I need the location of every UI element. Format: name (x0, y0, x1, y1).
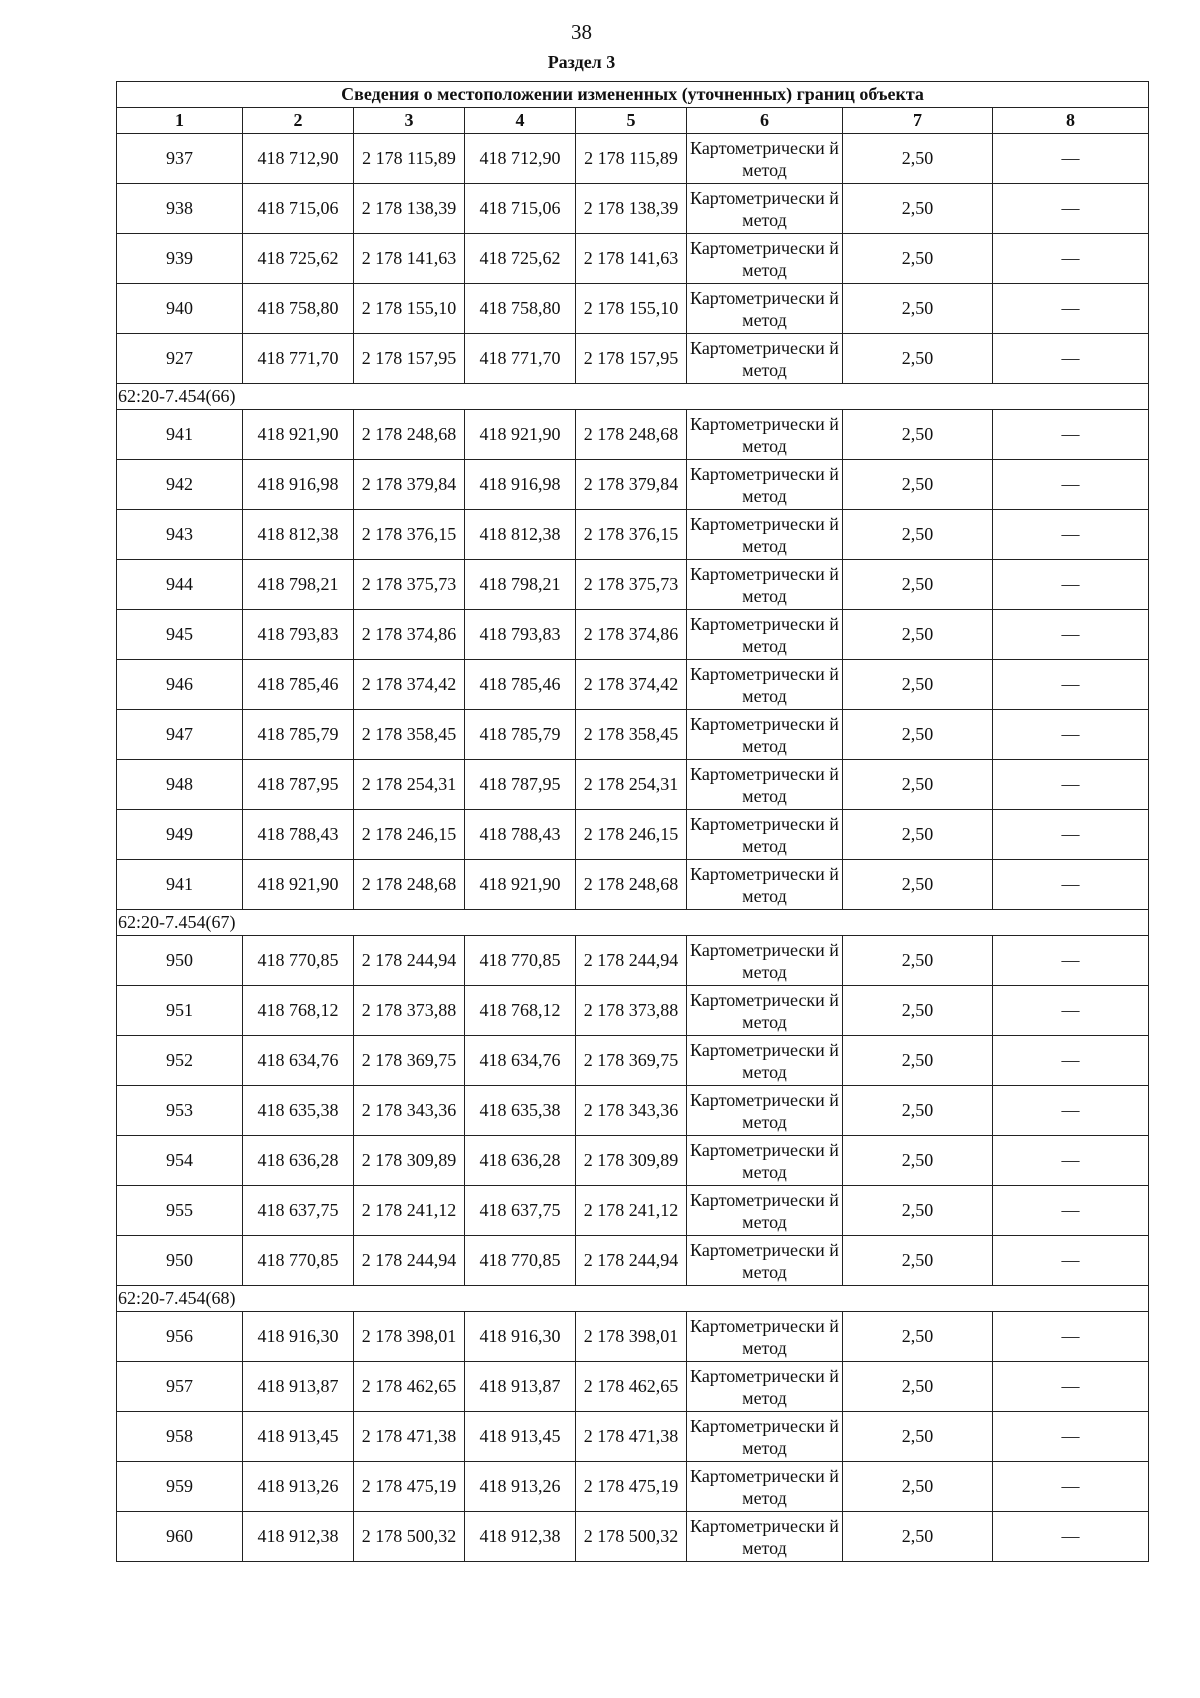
table-row (117, 1462, 1149, 1512)
column-number: 1 (117, 108, 243, 134)
dash-mark: — (1061, 1100, 1080, 1120)
note-cell (993, 710, 1149, 760)
method-cell: Картометрически й метод (687, 134, 843, 184)
x-new-cell: 418 770,85 (465, 1236, 576, 1286)
method-cell: Картометрически й метод (687, 184, 843, 234)
x-new-cell: 418 715,06 (465, 184, 576, 234)
dash-mark: — (1061, 348, 1080, 368)
note-cell (993, 660, 1149, 710)
point-number-cell: 942 (117, 460, 243, 510)
x-new-cell: 418 921,90 (465, 410, 576, 460)
note-cell (993, 1412, 1149, 1462)
accuracy-cell: 2,50 (843, 610, 993, 660)
method-cell: Картометрически й метод (687, 1236, 843, 1286)
x-new-cell: 418 913,45 (465, 1412, 576, 1462)
y-new-cell: 2 178 471,38 (576, 1412, 687, 1462)
point-number-cell: 956 (117, 1312, 243, 1362)
y-old-cell: 2 178 398,01 (354, 1312, 465, 1362)
dash-mark: — (1061, 1376, 1080, 1396)
y-new-cell: 2 178 375,73 (576, 560, 687, 610)
point-number-cell: 948 (117, 760, 243, 810)
point-number-cell: 938 (117, 184, 243, 234)
x-new-cell: 418 812,38 (465, 510, 576, 560)
note-cell (993, 810, 1149, 860)
point-number-cell: 939 (117, 234, 243, 284)
accuracy-cell: 2,50 (843, 1236, 993, 1286)
y-new-cell: 2 178 309,89 (576, 1136, 687, 1186)
note-cell (993, 860, 1149, 910)
y-old-cell: 2 178 254,31 (354, 760, 465, 810)
y-new-cell: 2 178 141,63 (576, 234, 687, 284)
table-row (117, 660, 1149, 710)
table-row (117, 1236, 1149, 1286)
point-number-cell: 941 (117, 410, 243, 460)
dash-mark: — (1061, 1326, 1080, 1346)
group-label: 62:20-7.454(68) (117, 1286, 1149, 1312)
accuracy-cell: 2,50 (843, 986, 993, 1036)
method-cell: Картометрически й метод (687, 1312, 843, 1362)
accuracy-cell: 2,50 (843, 1136, 993, 1186)
table-row (117, 1086, 1149, 1136)
point-number-cell: 945 (117, 610, 243, 660)
x-old-cell: 418 785,79 (243, 710, 354, 760)
note-cell (993, 936, 1149, 986)
point-number-cell: 951 (117, 986, 243, 1036)
group-label: 62:20-7.454(66) (117, 384, 1149, 410)
y-old-cell: 2 178 462,65 (354, 1362, 465, 1412)
x-new-cell: 418 788,43 (465, 810, 576, 860)
point-number-cell: 946 (117, 660, 243, 710)
note-cell (993, 1312, 1149, 1362)
x-new-cell: 418 712,90 (465, 134, 576, 184)
y-old-cell: 2 178 379,84 (354, 460, 465, 510)
y-new-cell: 2 178 374,42 (576, 660, 687, 710)
method-cell: Картометрически й метод (687, 510, 843, 560)
y-new-cell: 2 178 379,84 (576, 460, 687, 510)
page-number: 38 (571, 20, 592, 44)
dash-mark: — (1061, 824, 1080, 844)
table-title: Сведения о местоположении измененных (уточненных) границ объекта (117, 82, 1149, 108)
dash-mark: — (1061, 298, 1080, 318)
y-old-cell: 2 178 373,88 (354, 986, 465, 1036)
table-row (117, 760, 1149, 810)
column-number: 7 (843, 108, 993, 134)
accuracy-cell: 2,50 (843, 1512, 993, 1562)
y-new-cell: 2 178 374,86 (576, 610, 687, 660)
method-cell: Картометрически й метод (687, 560, 843, 610)
y-old-cell: 2 178 500,32 (354, 1512, 465, 1562)
note-cell (993, 560, 1149, 610)
y-old-cell: 2 178 374,86 (354, 610, 465, 660)
y-new-cell: 2 178 155,10 (576, 284, 687, 334)
dash-mark: — (1061, 1476, 1080, 1496)
section-title: Раздел 3 (547, 52, 616, 72)
x-new-cell: 418 635,38 (465, 1086, 576, 1136)
accuracy-cell: 2,50 (843, 184, 993, 234)
method-cell: Картометрически й метод (687, 334, 843, 384)
y-new-cell: 2 178 246,15 (576, 810, 687, 860)
method-cell: Картометрически й метод (687, 660, 843, 710)
note-cell (993, 284, 1149, 334)
dash-mark: — (1061, 774, 1080, 794)
point-number-cell: 955 (117, 1186, 243, 1236)
y-old-cell: 2 178 374,42 (354, 660, 465, 710)
point-number-cell: 954 (117, 1136, 243, 1186)
method-cell: Картометрически й метод (687, 710, 843, 760)
table-title-row (117, 82, 1149, 108)
method-cell: Картометрически й метод (687, 1512, 843, 1562)
table-row (117, 234, 1149, 284)
y-old-cell: 2 178 241,12 (354, 1186, 465, 1236)
x-old-cell: 418 637,75 (243, 1186, 354, 1236)
y-new-cell: 2 178 244,94 (576, 936, 687, 986)
table-row (117, 510, 1149, 560)
accuracy-cell: 2,50 (843, 510, 993, 560)
y-new-cell: 2 178 343,36 (576, 1086, 687, 1136)
x-old-cell: 418 913,45 (243, 1412, 354, 1462)
x-new-cell: 418 787,95 (465, 760, 576, 810)
x-new-cell: 418 912,38 (465, 1512, 576, 1562)
accuracy-cell: 2,50 (843, 860, 993, 910)
note-cell (993, 1086, 1149, 1136)
x-new-cell: 418 636,28 (465, 1136, 576, 1186)
table-row (117, 1362, 1149, 1412)
table-row (117, 410, 1149, 460)
x-new-cell: 418 771,70 (465, 334, 576, 384)
x-new-cell: 418 637,75 (465, 1186, 576, 1236)
accuracy-cell: 2,50 (843, 936, 993, 986)
accuracy-cell: 2,50 (843, 1186, 993, 1236)
method-cell: Картометрически й метод (687, 610, 843, 660)
x-old-cell: 418 913,87 (243, 1362, 354, 1412)
dash-mark: — (1061, 1426, 1080, 1446)
dash-mark: — (1061, 148, 1080, 168)
y-new-cell: 2 178 373,88 (576, 986, 687, 1036)
y-new-cell: 2 178 157,95 (576, 334, 687, 384)
accuracy-cell: 2,50 (843, 1412, 993, 1462)
point-number-cell: 952 (117, 1036, 243, 1086)
x-old-cell: 418 788,43 (243, 810, 354, 860)
x-old-cell: 418 916,98 (243, 460, 354, 510)
dash-mark: — (1061, 248, 1080, 268)
table-row (117, 1136, 1149, 1186)
dash-mark: — (1061, 1250, 1080, 1270)
point-number-cell: 940 (117, 284, 243, 334)
table-row (117, 810, 1149, 860)
y-new-cell: 2 178 398,01 (576, 1312, 687, 1362)
x-new-cell: 418 725,62 (465, 234, 576, 284)
note-cell (993, 134, 1149, 184)
note-cell (993, 410, 1149, 460)
accuracy-cell: 2,50 (843, 334, 993, 384)
table-row (117, 284, 1149, 334)
method-cell: Картометрически й метод (687, 936, 843, 986)
note-cell (993, 1512, 1149, 1562)
y-new-cell: 2 178 241,12 (576, 1186, 687, 1236)
group-header-row (117, 910, 1149, 936)
point-number-cell: 950 (117, 936, 243, 986)
x-old-cell: 418 715,06 (243, 184, 354, 234)
y-new-cell: 2 178 138,39 (576, 184, 687, 234)
accuracy-cell: 2,50 (843, 234, 993, 284)
method-cell: Картометрически й метод (687, 1136, 843, 1186)
table-row (117, 1412, 1149, 1462)
group-header-row (117, 384, 1149, 410)
x-new-cell: 418 768,12 (465, 986, 576, 1036)
x-old-cell: 418 921,90 (243, 410, 354, 460)
table-row (117, 1036, 1149, 1086)
x-new-cell: 418 913,87 (465, 1362, 576, 1412)
y-old-cell: 2 178 358,45 (354, 710, 465, 760)
method-cell: Картометрически й метод (687, 1036, 843, 1086)
table-row (117, 936, 1149, 986)
table-row (117, 184, 1149, 234)
x-new-cell: 418 921,90 (465, 860, 576, 910)
y-new-cell: 2 178 244,94 (576, 1236, 687, 1286)
x-old-cell: 418 771,70 (243, 334, 354, 384)
y-old-cell: 2 178 248,68 (354, 860, 465, 910)
point-number-cell: 953 (117, 1086, 243, 1136)
point-number-cell: 958 (117, 1412, 243, 1462)
y-new-cell: 2 178 248,68 (576, 410, 687, 460)
accuracy-cell: 2,50 (843, 710, 993, 760)
y-old-cell: 2 178 471,38 (354, 1412, 465, 1462)
x-old-cell: 418 921,90 (243, 860, 354, 910)
note-cell (993, 1136, 1149, 1186)
note-cell (993, 986, 1149, 1036)
dash-mark: — (1061, 424, 1080, 444)
accuracy-cell: 2,50 (843, 460, 993, 510)
x-old-cell: 418 916,30 (243, 1312, 354, 1362)
table-row (117, 1312, 1149, 1362)
x-old-cell: 418 770,85 (243, 1236, 354, 1286)
x-new-cell: 418 798,21 (465, 560, 576, 610)
note-cell (993, 460, 1149, 510)
dash-mark: — (1061, 474, 1080, 494)
column-number: 6 (687, 108, 843, 134)
note-cell (993, 184, 1149, 234)
x-new-cell: 418 634,76 (465, 1036, 576, 1086)
table-row (117, 710, 1149, 760)
point-number-cell: 959 (117, 1462, 243, 1512)
point-number-cell: 950 (117, 1236, 243, 1286)
note-cell (993, 510, 1149, 560)
column-number: 5 (576, 108, 687, 134)
y-old-cell: 2 178 115,89 (354, 134, 465, 184)
x-old-cell: 418 725,62 (243, 234, 354, 284)
method-cell: Картометрически й метод (687, 860, 843, 910)
note-cell (993, 1462, 1149, 1512)
accuracy-cell: 2,50 (843, 284, 993, 334)
note-cell (993, 1362, 1149, 1412)
y-old-cell: 2 178 309,89 (354, 1136, 465, 1186)
method-cell: Картометрически й метод (687, 760, 843, 810)
y-new-cell: 2 178 475,19 (576, 1462, 687, 1512)
accuracy-cell: 2,50 (843, 560, 993, 610)
x-new-cell: 418 793,83 (465, 610, 576, 660)
point-number-cell: 941 (117, 860, 243, 910)
accuracy-cell: 2,50 (843, 1312, 993, 1362)
note-cell (993, 334, 1149, 384)
y-new-cell: 2 178 115,89 (576, 134, 687, 184)
point-number-cell: 937 (117, 134, 243, 184)
method-cell: Картометрически й метод (687, 1086, 843, 1136)
table-row (117, 334, 1149, 384)
point-number-cell: 944 (117, 560, 243, 610)
point-number-cell: 943 (117, 510, 243, 560)
accuracy-cell: 2,50 (843, 1462, 993, 1512)
y-new-cell: 2 178 248,68 (576, 860, 687, 910)
x-old-cell: 418 787,95 (243, 760, 354, 810)
x-old-cell: 418 793,83 (243, 610, 354, 660)
note-cell (993, 234, 1149, 284)
accuracy-cell: 2,50 (843, 810, 993, 860)
method-cell: Картометрически й метод (687, 234, 843, 284)
accuracy-cell: 2,50 (843, 1086, 993, 1136)
x-old-cell: 418 912,38 (243, 1512, 354, 1562)
x-old-cell: 418 768,12 (243, 986, 354, 1036)
accuracy-cell: 2,50 (843, 134, 993, 184)
note-cell (993, 1036, 1149, 1086)
y-old-cell: 2 178 138,39 (354, 184, 465, 234)
method-cell: Картометрически й метод (687, 1462, 843, 1512)
method-cell: Картометрически й метод (687, 1186, 843, 1236)
y-new-cell: 2 178 500,32 (576, 1512, 687, 1562)
table-row (117, 460, 1149, 510)
table-body (117, 82, 1149, 1562)
point-number-cell: 927 (117, 334, 243, 384)
x-old-cell: 418 798,21 (243, 560, 354, 610)
group-label: 62:20-7.454(67) (117, 910, 1149, 936)
dash-mark: — (1061, 574, 1080, 594)
x-new-cell: 418 913,26 (465, 1462, 576, 1512)
y-new-cell: 2 178 358,45 (576, 710, 687, 760)
note-cell (993, 610, 1149, 660)
column-number: 2 (243, 108, 354, 134)
dash-mark: — (1061, 674, 1080, 694)
y-old-cell: 2 178 244,94 (354, 1236, 465, 1286)
note-cell (993, 1236, 1149, 1286)
x-old-cell: 418 913,26 (243, 1462, 354, 1512)
accuracy-cell: 2,50 (843, 410, 993, 460)
accuracy-cell: 2,50 (843, 1362, 993, 1412)
x-new-cell: 418 785,46 (465, 660, 576, 710)
table-row (117, 560, 1149, 610)
dash-mark: — (1061, 1150, 1080, 1170)
table-row (117, 610, 1149, 660)
method-cell: Картометрически й метод (687, 284, 843, 334)
y-old-cell: 2 178 157,95 (354, 334, 465, 384)
table-row (117, 986, 1149, 1036)
y-old-cell: 2 178 141,63 (354, 234, 465, 284)
y-old-cell: 2 178 369,75 (354, 1036, 465, 1086)
column-number: 4 (465, 108, 576, 134)
table-row (117, 134, 1149, 184)
y-new-cell: 2 178 376,15 (576, 510, 687, 560)
dash-mark: — (1061, 524, 1080, 544)
method-cell: Картометрически й метод (687, 410, 843, 460)
x-old-cell: 418 635,38 (243, 1086, 354, 1136)
x-old-cell: 418 770,85 (243, 936, 354, 986)
column-number-row (117, 108, 1149, 134)
y-new-cell: 2 178 254,31 (576, 760, 687, 810)
x-new-cell: 418 785,79 (465, 710, 576, 760)
method-cell: Картометрически й метод (687, 810, 843, 860)
accuracy-cell: 2,50 (843, 760, 993, 810)
dash-mark: — (1061, 1050, 1080, 1070)
dash-mark: — (1061, 1200, 1080, 1220)
x-old-cell: 418 758,80 (243, 284, 354, 334)
group-header-row (117, 1286, 1149, 1312)
dash-mark: — (1061, 1526, 1080, 1546)
dash-mark: — (1061, 724, 1080, 744)
x-new-cell: 418 758,80 (465, 284, 576, 334)
accuracy-cell: 2,50 (843, 660, 993, 710)
y-old-cell: 2 178 155,10 (354, 284, 465, 334)
point-number-cell: 957 (117, 1362, 243, 1412)
x-old-cell: 418 712,90 (243, 134, 354, 184)
column-number: 3 (354, 108, 465, 134)
point-number-cell: 947 (117, 710, 243, 760)
y-old-cell: 2 178 248,68 (354, 410, 465, 460)
x-old-cell: 418 636,28 (243, 1136, 354, 1186)
point-number-cell: 960 (117, 1512, 243, 1562)
table-row (117, 1512, 1149, 1562)
y-new-cell: 2 178 369,75 (576, 1036, 687, 1086)
x-new-cell: 418 770,85 (465, 936, 576, 986)
y-old-cell: 2 178 375,73 (354, 560, 465, 610)
note-cell (993, 1186, 1149, 1236)
y-new-cell: 2 178 462,65 (576, 1362, 687, 1412)
note-cell (993, 760, 1149, 810)
dash-mark: — (1061, 198, 1080, 218)
x-new-cell: 418 916,98 (465, 460, 576, 510)
dash-mark: — (1061, 1000, 1080, 1020)
y-old-cell: 2 178 246,15 (354, 810, 465, 860)
x-new-cell: 418 916,30 (465, 1312, 576, 1362)
method-cell: Картометрически й метод (687, 986, 843, 1036)
dash-mark: — (1061, 874, 1080, 894)
point-number-cell: 949 (117, 810, 243, 860)
column-number: 8 (993, 108, 1149, 134)
x-old-cell: 418 812,38 (243, 510, 354, 560)
y-old-cell: 2 178 475,19 (354, 1462, 465, 1512)
method-cell: Картометрически й метод (687, 460, 843, 510)
table-row (117, 860, 1149, 910)
method-cell: Картометрически й метод (687, 1412, 843, 1462)
table-row (117, 1186, 1149, 1236)
dash-mark: — (1061, 624, 1080, 644)
y-old-cell: 2 178 343,36 (354, 1086, 465, 1136)
x-old-cell: 418 785,46 (243, 660, 354, 710)
method-cell: Картометрически й метод (687, 1362, 843, 1412)
dash-mark: — (1061, 950, 1080, 970)
y-old-cell: 2 178 244,94 (354, 936, 465, 986)
y-old-cell: 2 178 376,15 (354, 510, 465, 560)
accuracy-cell: 2,50 (843, 1036, 993, 1086)
x-old-cell: 418 634,76 (243, 1036, 354, 1086)
boundary-coordinates-table (116, 81, 1149, 1562)
